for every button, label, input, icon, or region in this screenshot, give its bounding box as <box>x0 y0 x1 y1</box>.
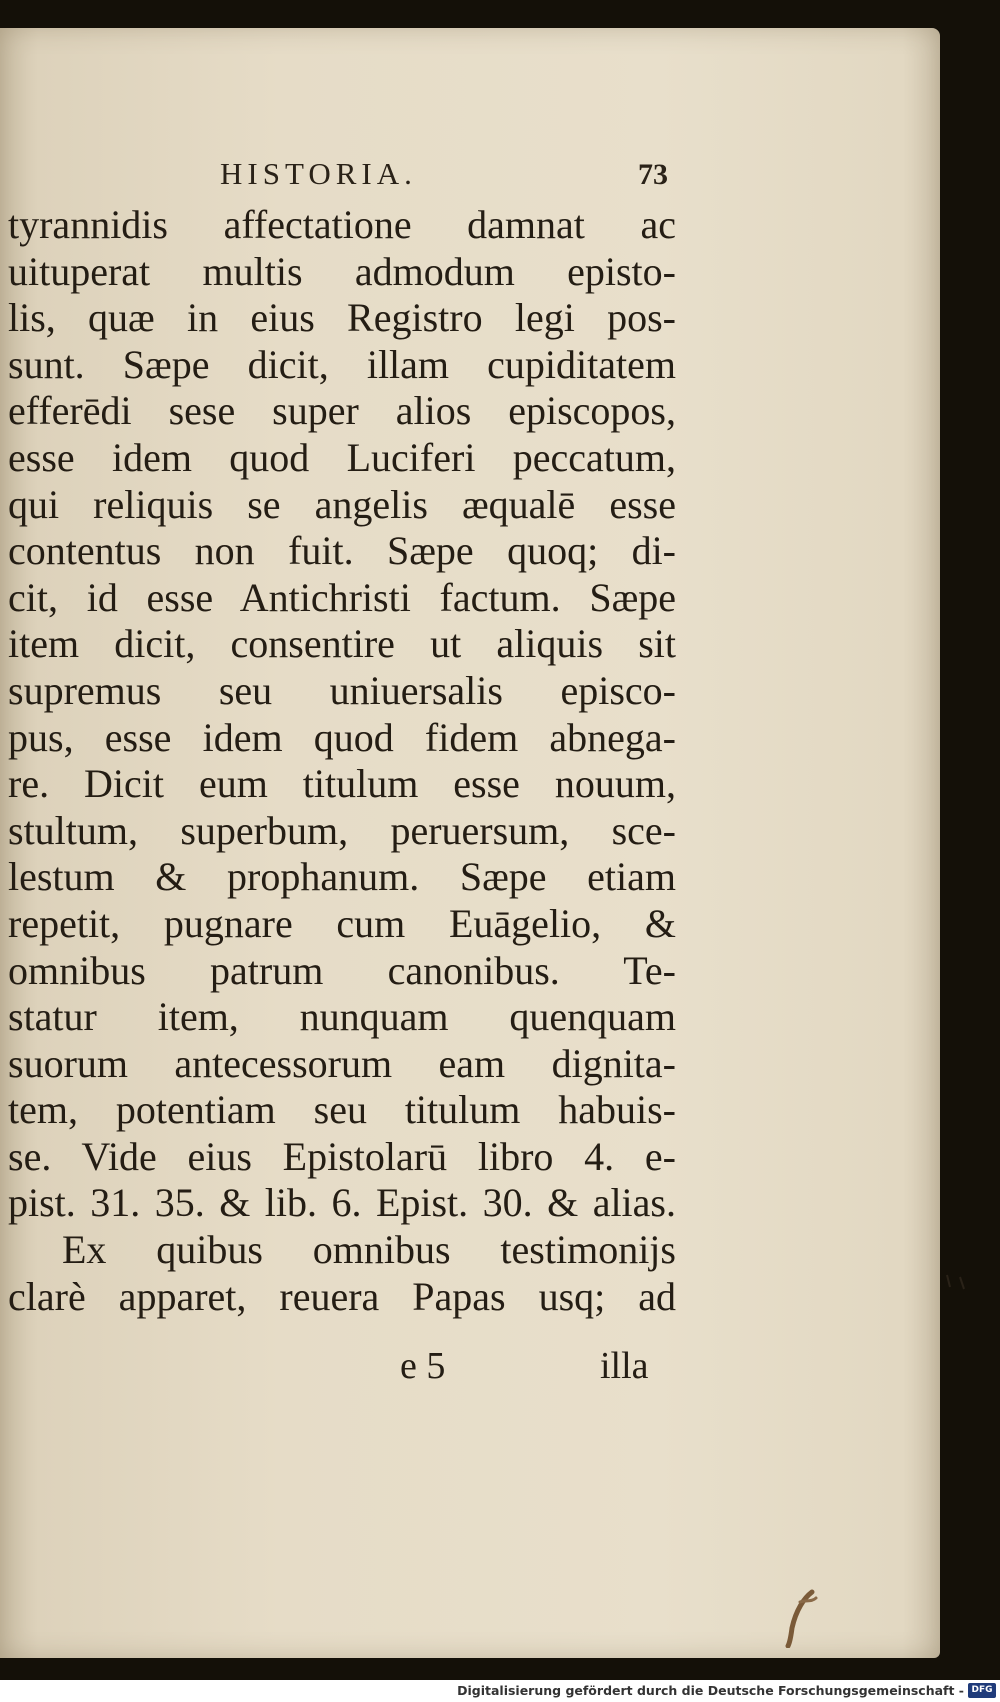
text-line: tyrannidis affectatione damnat ac <box>8 202 676 247</box>
text-line: suorum antecessorum eam dignita- <box>8 1040 676 1086</box>
dfg-logo: DFG <box>968 1683 996 1698</box>
text-line: pus, esse idem quod fidem abnega- <box>8 714 676 760</box>
running-head: HISTORIA. <box>220 156 417 191</box>
signature-mark: e 5 <box>400 1345 446 1387</box>
text-line: lestum & prophanum. Sæpe etiam <box>8 854 676 900</box>
catchword: illa <box>600 1345 649 1387</box>
page-header <box>0 136 676 192</box>
text-line: uituperat multis admodum episto- <box>8 248 676 294</box>
page-number: 73 <box>638 158 668 191</box>
text-line: qui reliquis se angelis æqualē esse <box>8 481 676 527</box>
text-line: se. Vide eius Epistolarū libro 4. e- <box>8 1133 676 1179</box>
text-line: repetit, pugnare cum Euāgelio, & <box>8 900 676 946</box>
text-line: clarè apparet, reuera Papas usq; ad <box>8 1273 676 1319</box>
text-line: item dicit, consentire ut aliquis sit <box>8 621 676 667</box>
text-line: lis, quæ in eius Registro legi pos- <box>8 295 676 341</box>
ink-stain-mark <box>782 1588 822 1648</box>
text-line: pist. 31. 35. & lib. 6. Epist. 30. & alias. <box>8 1180 676 1226</box>
text-line: omnibus patrum canonibus. Te- <box>8 947 676 993</box>
book-page <box>0 28 940 1658</box>
funding-credit-text: Digitalisierung gefördert durch die Deutsche Forschungsgemeinschaft - <box>457 1683 964 1698</box>
text-line: tem, potentiam seu titulum habuis- <box>8 1087 676 1133</box>
text-line: Ex quibus omnibus testimonijs <box>62 1227 676 1273</box>
page-footer-catchline <box>0 1344 676 1394</box>
body-text <box>8 202 676 1320</box>
text-line: contentus non fuit. Sæpe quoq; di- <box>8 528 676 574</box>
text-line: cit, id esse Antichristi factum. Sæpe <box>8 574 676 620</box>
text-line: re. Dicit eum titulum esse nouum, <box>8 761 676 807</box>
text-line: supremus seu uniuersalis episco- <box>8 667 676 713</box>
page-edge-speck <box>944 1273 974 1293</box>
text-line: esse idem quod Luciferi peccatum, <box>8 434 676 480</box>
digitization-credit-bar <box>0 1680 1000 1702</box>
text-line: efferēdi sese super alios episcopos, <box>8 388 676 434</box>
text-line: sunt. Sæpe dicit, illam cupiditatem <box>8 341 676 387</box>
text-line: statur item, nunquam quenquam <box>8 994 676 1040</box>
text-line: stultum, superbum, peruersum, sce- <box>8 807 676 853</box>
